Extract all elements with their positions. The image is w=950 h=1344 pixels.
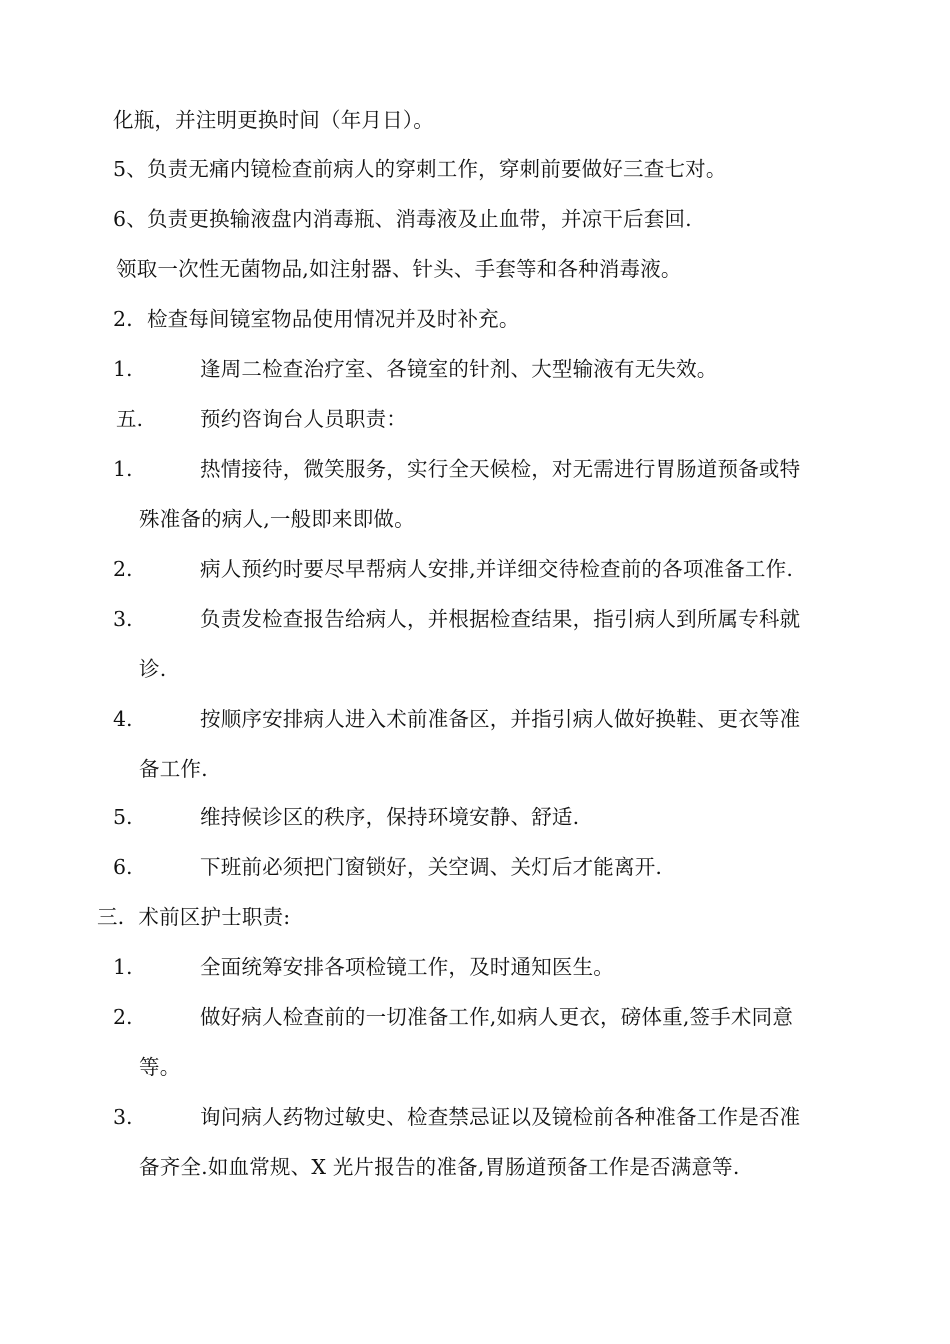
text-line: 2．检查每间镜室物品使用情况并及时补充。 — [113, 307, 520, 331]
text-line: 6、负责更换输液盘内消毒瓶、消毒液及止血带，并凉干后套回. — [113, 207, 692, 231]
list-item-text: 按顺序安排病人进入术前准备区，并指引病人做好换鞋、更衣等准 — [200, 707, 801, 731]
text-line: 化瓶，并注明更换时间（年月日）。 — [113, 108, 434, 132]
list-number: 3. — [113, 1105, 133, 1129]
list-item-continuation: 备齐全.如血常规、X 光片报告的准备,胃肠道预备工作是否满意等. — [139, 1155, 740, 1179]
list-number: 2. — [113, 1005, 133, 1029]
list-number: 3. — [113, 607, 133, 631]
text-line: 5、负责无痛内镜检查前病人的穿刺工作，穿刺前要做好三查七对。 — [113, 157, 727, 181]
list-item-continuation: 诊. — [139, 657, 167, 681]
list-item-text: 负责发检查报告给病人，并根据检查结果，指引病人到所属专科就 — [200, 607, 801, 631]
list-number: 1. — [113, 955, 133, 979]
list-number: 5. — [113, 805, 133, 829]
list-item-continuation: 备工作. — [139, 757, 208, 781]
list-number: 6. — [113, 855, 133, 879]
list-item-text: 全面统筹安排各项检镜工作，及时通知医生。 — [200, 955, 614, 979]
list-item-text: 病人预约时要尽早帮病人安排,并详细交待检查前的各项准备工作. — [200, 557, 794, 581]
list-number: 1. — [113, 357, 133, 381]
list-item-text: 下班前必须把门窗锁好，关空调、关灯后才能离开. — [200, 855, 663, 879]
section-heading: 三．术前区护士职责: — [97, 905, 291, 929]
list-item-text: 逢周二检查治疗室、各镜室的针剂、大型输液有无失效。 — [200, 357, 718, 381]
section-heading: 预约咨询台人员职责： — [200, 407, 407, 431]
section-number: 五. — [116, 407, 144, 431]
list-item-text: 热情接待，微笑服务，实行全天候检，对无需进行胃肠道预备或特 — [200, 457, 801, 481]
list-number: 2. — [113, 557, 133, 581]
list-number: 4. — [113, 707, 133, 731]
list-item-continuation: 等。 — [139, 1055, 181, 1079]
list-item-continuation: 殊准备的病人,一般即来即做。 — [139, 507, 415, 531]
list-number: 1. — [113, 457, 133, 481]
text-line: 领取一次性无菌物品,如注射器、针头、手套等和各种消毒液。 — [116, 257, 682, 281]
list-item-text: 询问病人药物过敏史、检查禁忌证以及镜检前各种准备工作是否准 — [200, 1105, 801, 1129]
list-item-text: 做好病人检查前的一切准备工作,如病人更衣，磅体重,签手术同意 — [200, 1005, 794, 1029]
list-item-text: 维持候诊区的秩序，保持环境安静、舒适. — [200, 805, 580, 829]
